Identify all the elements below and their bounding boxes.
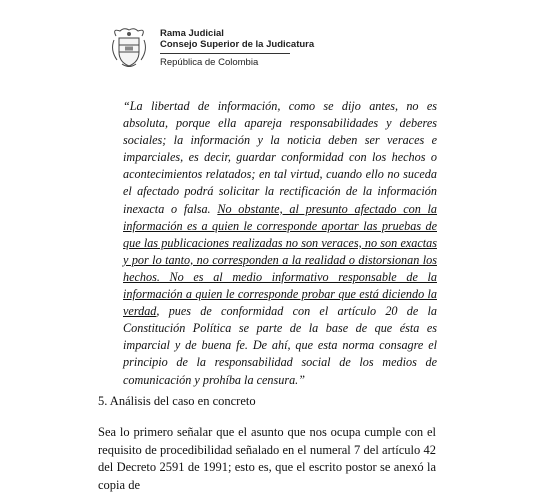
coat-of-arms-icon [108, 26, 150, 70]
quoted-passage [123, 98, 437, 389]
document-header [108, 26, 368, 74]
header-divider [160, 53, 290, 54]
country-name: República de Colombia [160, 57, 259, 68]
quote-text-end: , pues de conformidad con el artículo 20 de la Constitución Política se parte de la base de que ésta es imparcial y de buena fe. De ahí, que esta norma consagre el principio de la responsabilidad social de los medios de comunicación y prohíba la censura.” [123, 304, 437, 387]
quote-underlined-text: No obstante, al presunto afectado con la información es a quien le corresponde aportar las pruebas de que las publicaciones realizadas no son veraces, no son exactas y por lo tanto, no corresponden a la realidad o distorsionan los hechos. No es al medio informativo responsable de la información a quien le corresponde probar que está diciendo la verdad [123, 201, 438, 319]
institution-council: Consejo Superior de la Judicatura [160, 39, 315, 50]
institution-name: Rama Judicial [160, 28, 224, 39]
institution-block [160, 28, 314, 68]
body-paragraph: Sea lo primero señalar que el asunto que nos ocupa cumple con el requisito de procedibilidad señalado en el numeral 7 del artículo 42 del Decreto 2591 de 1991; esto es, que el escrito postor se anexó la copia de [98, 425, 436, 492]
section-heading: 5. Análisis del caso en concreto [98, 394, 256, 408]
quote-text-start: “La libertad de información, como se dijo antes, no es absoluta, porque ella apareja responsabilidades y deberes sociales; la información y la noticia deben ser veraces e imparciales, es decir, guardar conformidad con los hechos o acontecimientos relatados; en tal virtud, cuando ello no suceda el afectado podrá solicitar la rectificación de la información inexacta o falsa. [123, 99, 437, 216]
